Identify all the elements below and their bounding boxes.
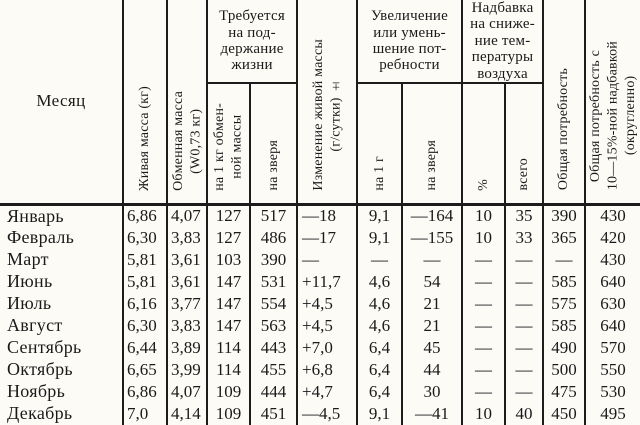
value-cell: 44 [402, 359, 462, 381]
value-cell: 475 [543, 381, 585, 403]
value-cell: 3,61 [167, 271, 207, 293]
month-cell: Октябрь [7, 359, 73, 380]
group-header-maintenance: Требуется на под- держание жизни [207, 0, 297, 83]
value-cell: 45 [402, 337, 462, 359]
value-cell: —164 [402, 204, 462, 227]
value-cell: +6,8 [297, 359, 357, 381]
value-cell: 4,6 [357, 293, 402, 315]
col-header-per-gram: на 1 г [357, 83, 402, 204]
col-header-total-need-rounded: Общая потребность с 10—15%-ной надбавкой (округленно) [585, 0, 640, 204]
value-cell: 585 [543, 271, 585, 293]
value-cell: 517 [250, 204, 297, 227]
value-cell: 443 [250, 337, 297, 359]
table-row [0, 337, 640, 359]
value-cell: — [462, 271, 505, 293]
table-header [0, 0, 640, 204]
col-header-per-kg-metabolic: на 1 кг обмен- ной массы [207, 83, 250, 204]
value-cell: —17 [297, 227, 357, 249]
value-cell: +4,5 [297, 293, 357, 315]
value-cell: 6,86 [123, 204, 167, 227]
value-cell: 390 [250, 249, 297, 271]
value-cell: 9,1 [357, 403, 402, 425]
value-cell: 430 [585, 249, 640, 271]
col-header-per-animal-change: на зверя [402, 83, 462, 204]
value-cell: — [505, 271, 543, 293]
value-cell: 5,81 [123, 249, 167, 271]
table-row [0, 293, 640, 315]
col-header-month: Месяц [36, 91, 86, 111]
value-cell: 109 [207, 381, 250, 403]
value-cell: 365 [543, 227, 585, 249]
table-row [0, 315, 640, 337]
value-cell: 147 [207, 293, 250, 315]
value-cell: 4,14 [167, 403, 207, 425]
value-cell: 444 [250, 381, 297, 403]
value-cell: 585 [543, 315, 585, 337]
value-cell: 3,83 [167, 315, 207, 337]
table-row [0, 249, 640, 271]
value-cell: 9,1 [357, 204, 402, 227]
group-header-need-change: Увеличение или умень- шение пот- ребности [357, 0, 462, 83]
value-cell: 4,07 [167, 204, 207, 227]
value-cell: 3,99 [167, 359, 207, 381]
value-cell: 640 [585, 315, 640, 337]
table-row [0, 204, 640, 227]
value-cell: 575 [543, 293, 585, 315]
month-cell: Сентябрь [7, 337, 82, 358]
value-cell: — [297, 249, 357, 271]
value-cell: 147 [207, 271, 250, 293]
month-cell: Март [7, 249, 49, 270]
value-cell: 21 [402, 315, 462, 337]
value-cell: 5,81 [123, 271, 167, 293]
value-cell: 6,30 [123, 315, 167, 337]
value-cell: 10 [462, 227, 505, 249]
value-cell: — [462, 359, 505, 381]
value-cell: 490 [543, 337, 585, 359]
value-cell: 147 [207, 315, 250, 337]
value-cell: 640 [585, 271, 640, 293]
value-cell: +7,0 [297, 337, 357, 359]
table-row [0, 359, 640, 381]
month-cell: Февраль [7, 227, 75, 248]
month-cell: Август [7, 315, 63, 336]
value-cell: +4,5 [297, 315, 357, 337]
value-cell: 3,89 [167, 337, 207, 359]
value-cell: —18 [297, 204, 357, 227]
value-cell: — [505, 315, 543, 337]
value-cell: 3,61 [167, 249, 207, 271]
value-cell: 127 [207, 227, 250, 249]
value-cell: 550 [585, 359, 640, 381]
value-cell: 9,1 [357, 227, 402, 249]
group-header-temp-allowance: Надбавка на сниже- ние тем- пературы воздуха [462, 0, 543, 83]
table-row [0, 227, 640, 249]
value-cell: +4,7 [297, 381, 357, 403]
table-body [0, 204, 640, 425]
col-header-allowance-total: всего [505, 83, 543, 204]
value-cell: — [505, 293, 543, 315]
value-cell: — [505, 381, 543, 403]
value-cell: 570 [585, 337, 640, 359]
value-cell: 6,4 [357, 381, 402, 403]
value-cell: 4,6 [357, 271, 402, 293]
value-cell: — [462, 315, 505, 337]
value-cell: 451 [250, 403, 297, 425]
value-cell: — [543, 249, 585, 271]
month-cell: Декабрь [7, 403, 73, 424]
value-cell: 6,44 [123, 337, 167, 359]
value-cell: — [462, 293, 505, 315]
table-row [0, 403, 640, 425]
value-cell: 495 [585, 403, 640, 425]
value-cell: — [505, 337, 543, 359]
value-cell: 4,6 [357, 315, 402, 337]
value-cell: 455 [250, 359, 297, 381]
value-cell: — [462, 337, 505, 359]
value-cell: — [505, 249, 543, 271]
value-cell: 30 [402, 381, 462, 403]
value-cell: 630 [585, 293, 640, 315]
value-cell: 10 [462, 204, 505, 227]
value-cell: 21 [402, 293, 462, 315]
value-cell: 390 [543, 204, 585, 227]
col-header-per-animal-maintenance: на зверя [250, 83, 297, 204]
value-cell: 6,65 [123, 359, 167, 381]
value-cell: 7,0 [123, 403, 167, 425]
value-cell: — [505, 359, 543, 381]
col-header-mass-change: Изменение живой массы (г/сутки) ± [297, 0, 357, 204]
value-cell: 54 [402, 271, 462, 293]
value-cell: +11,7 [297, 271, 357, 293]
value-cell: 486 [250, 227, 297, 249]
value-cell: 531 [250, 271, 297, 293]
value-cell: —4,5 [297, 403, 357, 425]
value-cell: 35 [505, 204, 543, 227]
value-cell: 103 [207, 249, 250, 271]
value-cell: —155 [402, 227, 462, 249]
value-cell: 40 [505, 403, 543, 425]
value-cell: 420 [585, 227, 640, 249]
month-cell: Ноябрь [7, 381, 66, 402]
value-cell: 4,07 [167, 381, 207, 403]
value-cell: 530 [585, 381, 640, 403]
value-cell: 3,83 [167, 227, 207, 249]
col-header-total-need: Общая потребность [543, 0, 585, 204]
month-cell: Июнь [7, 271, 53, 292]
value-cell: 6,30 [123, 227, 167, 249]
month-cell: Июль [7, 293, 52, 314]
value-cell: 430 [585, 204, 640, 227]
table-row [0, 271, 640, 293]
value-cell: 127 [207, 204, 250, 227]
value-cell: 554 [250, 293, 297, 315]
value-cell: 3,77 [167, 293, 207, 315]
value-cell: — [462, 249, 505, 271]
value-cell: — [462, 381, 505, 403]
value-cell: 114 [207, 359, 250, 381]
value-cell: 500 [543, 359, 585, 381]
value-cell: 114 [207, 337, 250, 359]
value-cell: 450 [543, 403, 585, 425]
col-header-live-mass: Живая масса (кг) [123, 0, 167, 204]
month-cell: Январь [0, 204, 123, 227]
value-cell: 6,4 [357, 359, 402, 381]
value-cell: 33 [505, 227, 543, 249]
value-cell: — [402, 249, 462, 271]
value-cell: 563 [250, 315, 297, 337]
value-cell: —41 [402, 403, 462, 425]
value-cell: 109 [207, 403, 250, 425]
value-cell: 6,86 [123, 381, 167, 403]
table-row [0, 381, 640, 403]
col-header-percent: % [462, 83, 505, 204]
value-cell: 6,16 [123, 293, 167, 315]
value-cell: 6,4 [357, 337, 402, 359]
col-header-metabolic-mass: Обменная масса (W0,73 кг) [167, 0, 207, 204]
value-cell: 10 [462, 403, 505, 425]
value-cell: — [357, 249, 402, 271]
